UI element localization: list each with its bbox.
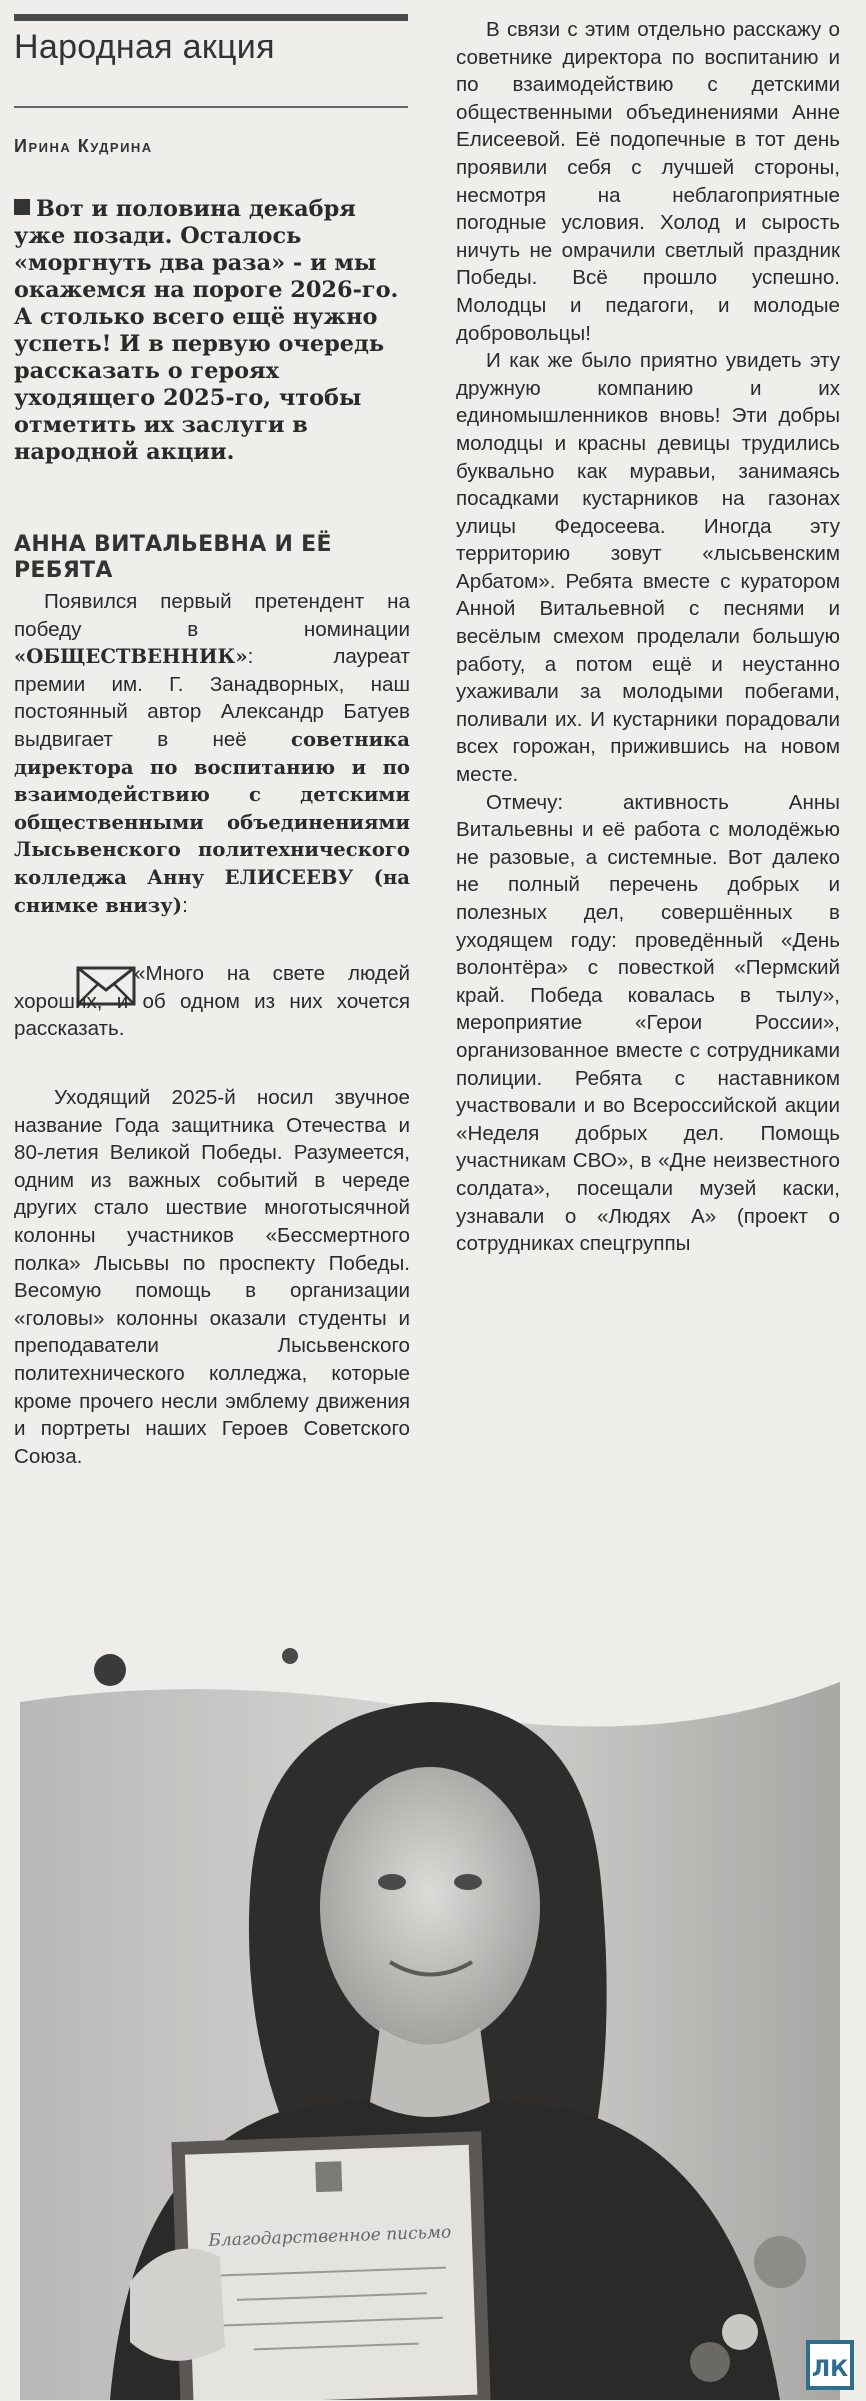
right-column	[456, 16, 840, 1258]
lead-paragraph	[14, 196, 410, 466]
p1-text-e: :	[182, 893, 188, 917]
portrait-photo	[20, 1642, 840, 2400]
quote-text: «Много на свете людей хороших, и об одном из них хочется рассказать.	[14, 962, 410, 1041]
section-heading: АННА ВИТАЛЬЕВНА И ЕЁ РЕБЯТА	[14, 532, 332, 583]
logo-letters: ЛК	[811, 2357, 849, 2382]
right-paragraph-3: Отмечу: активность Анны Витальевны и её работа с молодёжью не разовые, а системные. Вот далеко не полный перечень добрых и полезных дел, совершённых в уходящем году: проведённый «День волонтёра» с повесткой «Пермский край. Победа ковалась в тылу», мероприятие «Герои России», организованное вместе с сотрудниками полиции. Ребята с наставником участвовали и во Всероссийской акции «Неделя добрых дел. Помощь участникам СВО», в «Дне неизвестного солдата», посещали музей каски, узнавали о «Людях А» (проект о сотрудниках спецгруппы	[456, 790, 840, 1256]
right-paragraph-1: В связи с этим отдельно расскажу о советнике директора по воспитанию и по взаимодействию с детскими общественными объединениями Анне Елисеевой. Её подопечные в тот день проявили себя с лучшей стороны, несмотря на неблагоприятные погодные условия. Холод и сырость ничуть не омрачили светлый праздник Победы. Всё прошло успешно. Молодцы и педагоги, и молодые добровольцы!	[456, 18, 840, 345]
nomination-paragraph	[14, 588, 410, 919]
right-paragraph-2: И как же было приятно увидеть эту дружную компанию и их единомышленников вновь! Эти добры молодцы и красны девицы трудились буквально как муравьи, занимаясь посадками кустарников на газонах улицы Федосеева. Иногда эту территорию зовут «лысьвенским Арбатом». Ребята вместе с куратором Анной Витальевной с песнями и весёлым смехом проделали большую работу, а потом ещё и неустанно ухаживали за молодыми побегами, поливали их. И кустарники порадовали всех горожан, прижившись на новом месте.	[456, 349, 840, 787]
letter-quote	[14, 960, 410, 1043]
p1-text-c: : лауреат премии им. Г. Занадворных, наш постоянный автор Александр Батуев выдвигает в неё	[14, 645, 410, 751]
lead-text: Вот и половина декабря уже позади. Осталось «моргнуть два раза» - и мы окажемся на пороге 2026-го. А столько всего ещё нужно успеть! И в первую очередь рассказать о героях уходящего 2025-го, чтобы отметить их заслуги в народной акции.	[14, 196, 399, 465]
lead-square-icon	[14, 199, 30, 215]
p1-text-a: Появился первый претендент на победу в номинации	[14, 590, 410, 641]
nomination-name: «ОБЩЕСТВЕННИК»	[14, 645, 248, 669]
nominee-description: советника директора по воспитанию и по взаимодействию с детскими общественными объединениями Лысьвенского политехнического колледжа Анну ЕЛИСЕЕВУ (на снимке внизу)	[14, 727, 410, 917]
certificate-title: Благодарственное письмо	[208, 2222, 452, 2251]
rubric-title: Народная акция	[14, 28, 275, 66]
publisher-logo-icon	[806, 2340, 854, 2390]
year-paragraph: Уходящий 2025-й носил звучное название Года защитника Отечества и 80-летия Великой Победы. Разумеется, одним из важных событий в череде других стало шествие многотысячной колонны участников «Бессмертного полка» Лысьвы по проспекту Победы. Весомую помощь в организации «головы» колонны оказали студенты и преподаватели Лысьвенского политехнического колледжа, которые кроме прочего несли эмблему движения и портреты наших Героев Советского Союза.	[14, 1086, 410, 1468]
rubric-top-bar	[14, 14, 408, 21]
rubric-rule	[14, 106, 408, 108]
author-byline: Ирина Кудрина	[14, 136, 153, 156]
